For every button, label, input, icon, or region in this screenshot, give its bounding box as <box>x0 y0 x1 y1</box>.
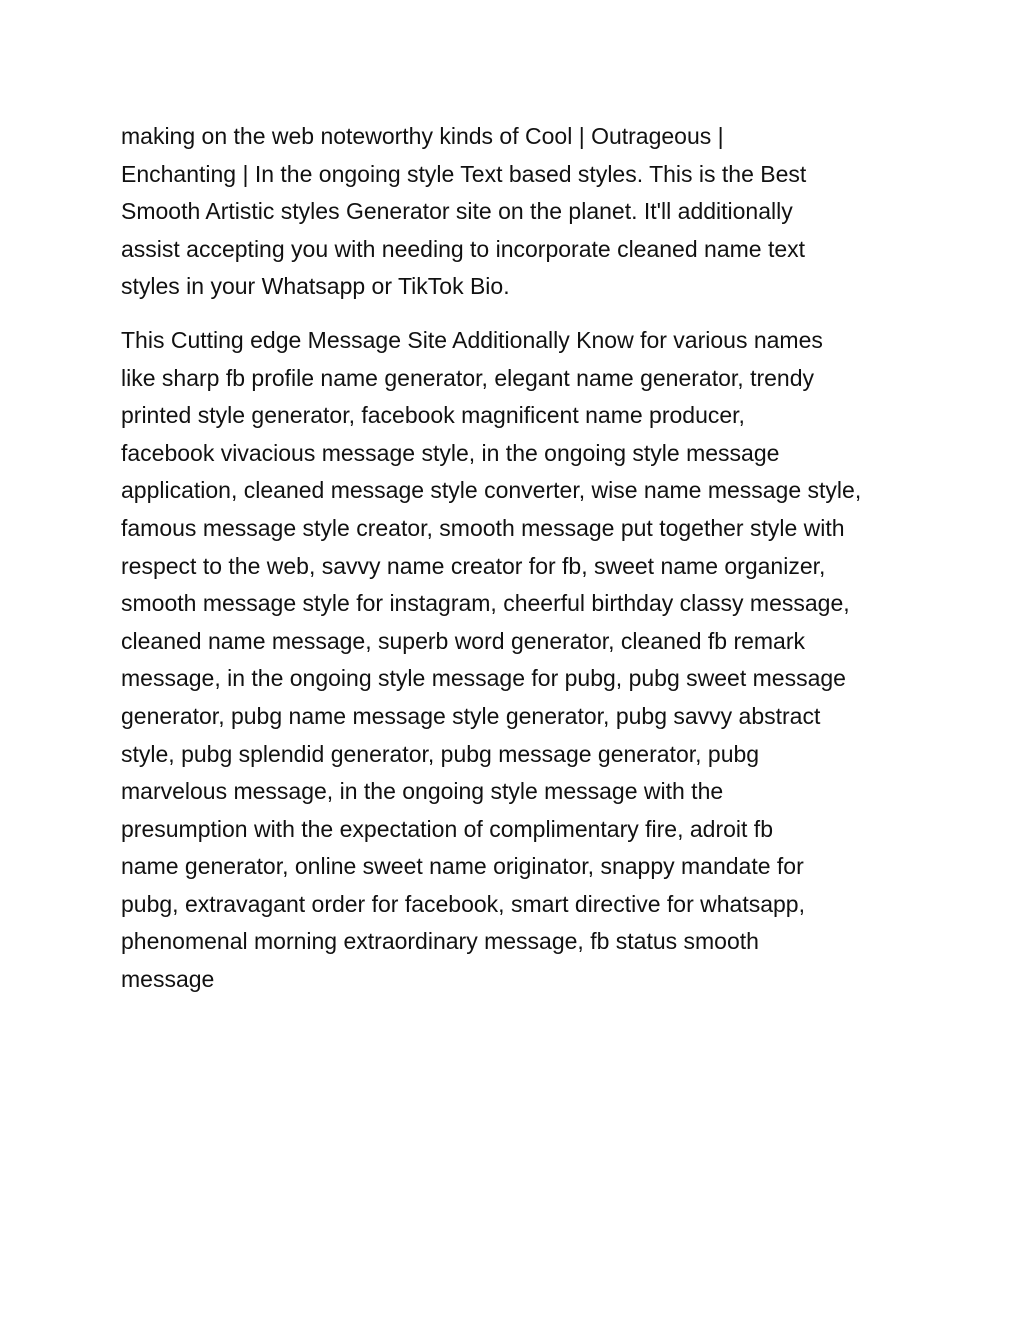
text-line: phenomenal morning extraordinary message, fb status smooth <box>121 928 759 955</box>
paragraph-intro <box>121 118 921 306</box>
text-line: cleaned name message, superb word generator, cleaned fb remark <box>121 627 806 654</box>
text-line: smooth message style for instagram, cheerful birthday classy message, <box>121 590 850 617</box>
text-line: assist accepting you with needing to incorporate cleaned name text <box>121 235 806 262</box>
text-line: pubg, extravagant order for facebook, smart directive for whatsapp, <box>121 890 805 917</box>
text-line: Enchanting | In the ongoing style Text based styles. This is the Best <box>121 160 807 187</box>
text-line: This Cutting edge Message Site Additionally Know for various names <box>121 326 823 353</box>
text-line: application, cleaned message style converter, wise name message style, <box>121 477 862 504</box>
text-line: like sharp fb profile name generator, elegant name generator, trendy <box>121 364 814 391</box>
text-line: making on the web noteworthy kinds of Cool | Outrageous | <box>121 123 724 149</box>
text-line: famous message style creator, smooth message put together style with <box>121 514 845 541</box>
text-line: presumption with the expectation of complimentary fire, adroit fb <box>121 815 773 842</box>
text-line: respect to the web, savvy name creator for fb, sweet name organizer, <box>121 552 826 579</box>
text-line: message <box>121 966 215 993</box>
text-line: styles in your Whatsapp or TikTok Bio. <box>121 273 510 300</box>
text-line: marvelous message, in the ongoing style message with the <box>121 778 724 805</box>
text-line: name generator, online sweet name originator, snappy mandate for <box>121 853 804 880</box>
text-line: facebook vivacious message style, in the ongoing style message <box>121 439 780 466</box>
paragraph-keywords <box>121 322 921 999</box>
text-line: style, pubg splendid generator, pubg message generator, pubg <box>121 740 760 767</box>
document-body <box>121 118 921 1015</box>
text-line: message, in the ongoing style message for pubg, pubg sweet message <box>121 665 846 692</box>
text-line: printed style generator, facebook magnificent name producer, <box>121 402 745 429</box>
text-line: Smooth Artistic styles Generator site on the planet. It'll additionally <box>121 198 793 225</box>
text-line: generator, pubg name message style generator, pubg savvy abstract <box>121 702 821 729</box>
